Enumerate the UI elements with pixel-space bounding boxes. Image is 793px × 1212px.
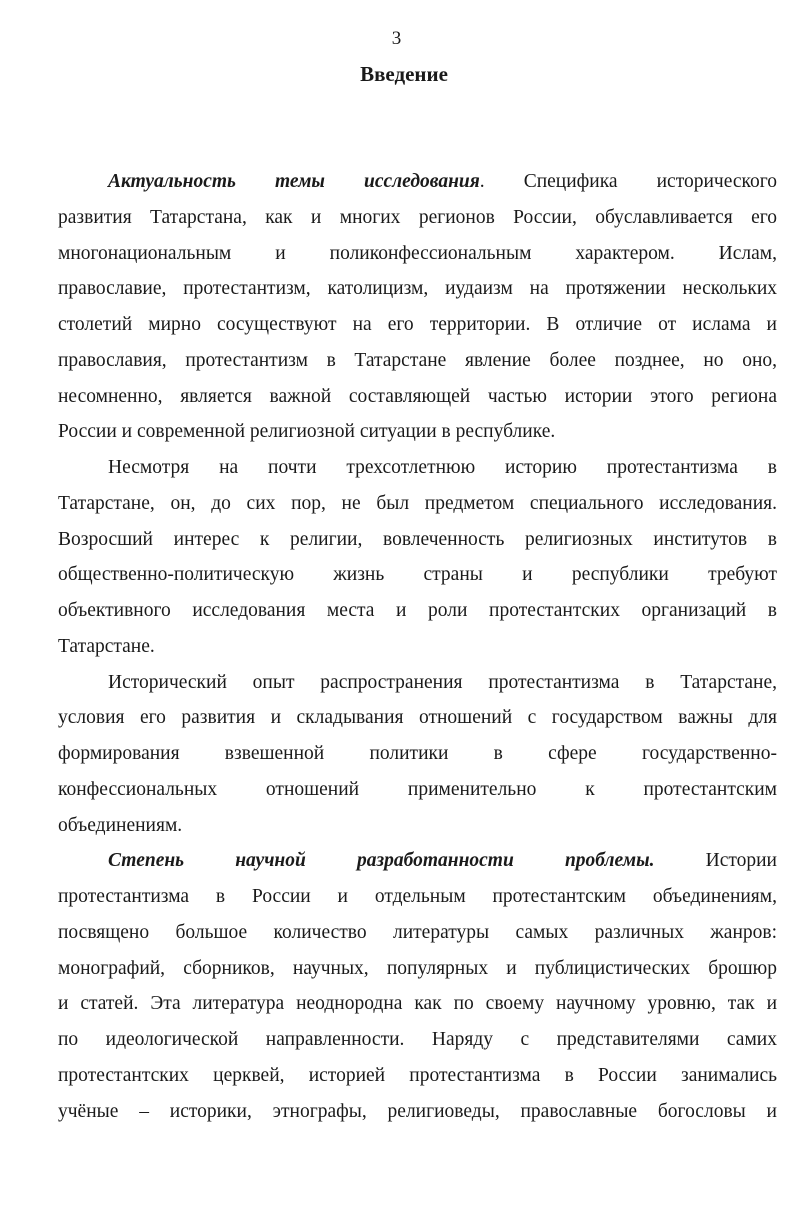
paragraph — [58, 669, 777, 848]
text-line — [58, 597, 777, 633]
paragraph — [58, 168, 777, 454]
text-run: монографий, сборников, научных, популярных и публицистических брошюр — [58, 957, 777, 979]
text-line — [58, 740, 777, 776]
text-run: многонациональным и поликонфессиональным характером. Ислам, — [58, 242, 777, 264]
text-run: православие, протестантизм, католицизм, иудаизм на протяжении нескольких — [58, 278, 777, 300]
text-line — [58, 347, 777, 383]
text-run: развития Татарстана, как и многих регионов России, обуславливается его — [58, 206, 777, 228]
text-run: общественно-политическую жизнь страны и республики требуют — [58, 564, 777, 586]
text-run: протестантских церквей, историей протестантизма в России занимались — [58, 1064, 777, 1086]
text-line — [58, 1098, 777, 1134]
text-run: условия его развития и складывания отношений с государством важны для — [58, 707, 777, 729]
text-run: Возросший интерес к религии, вовлеченность религиозных институтов в — [58, 528, 777, 550]
text-run: формирования взвешенной политики в сфере государственно- — [58, 743, 777, 764]
text-run: Татарстане, он, до сих пор, не был предметом специального исследования. — [58, 492, 777, 514]
text-line — [58, 883, 777, 919]
text-run: несомненно, является важной составляющей частью истории этого региона — [58, 385, 777, 407]
section-heading-inline: Степень научной разработанности проблемы. — [108, 850, 655, 872]
text-run: Истории — [654, 850, 777, 872]
text-line — [58, 776, 777, 812]
text-line — [58, 919, 777, 955]
text-run: посвящено большое количество литературы самых различных жанров: — [58, 921, 777, 943]
text-run: . Специфика исторического — [479, 171, 778, 192]
text-line — [58, 311, 777, 347]
paragraph — [58, 847, 777, 1133]
page-number: 3 — [391, 28, 402, 49]
text-line — [58, 275, 777, 311]
text-line — [58, 704, 777, 740]
text-run: конфессиональных отношений применительно к протестантским — [58, 778, 777, 800]
text-line — [58, 490, 777, 526]
text-line — [58, 204, 777, 240]
text-line — [58, 526, 777, 562]
text-run: протестантизма в России и отдельным протестантским объединениям, — [58, 886, 777, 907]
text-run: объединениям. — [58, 814, 183, 836]
text-run: по идеологической направленности. Наряду с представителями самих — [58, 1029, 777, 1050]
text-run: Несмотря на почти трехсотлетнюю историю протестантизма в — [108, 457, 777, 478]
text-line — [58, 669, 777, 705]
text-line — [58, 418, 777, 454]
text-line — [58, 383, 777, 419]
text-run: России и современной религиозной ситуации в республике. — [58, 421, 556, 443]
text-line — [58, 240, 777, 276]
document-body — [58, 168, 777, 1133]
text-line — [58, 561, 777, 597]
text-line — [58, 847, 777, 883]
text-run: учёные – историки, этнографы, религиоведы, православные богословы и — [58, 1100, 777, 1122]
text-line — [58, 1062, 777, 1098]
text-line — [58, 454, 777, 490]
text-line — [58, 990, 777, 1026]
text-line — [58, 168, 777, 204]
paragraph — [58, 454, 777, 669]
text-line — [58, 1026, 777, 1062]
section-heading-inline: Актуальность темы исследования — [108, 171, 480, 192]
text-run: Татарстане. — [58, 635, 155, 657]
text-run: объективного исследования места и роли протестантских организаций в — [58, 600, 777, 621]
text-line — [58, 812, 777, 848]
text-run: столетий мирно сосуществуют на его территории. В отличие от ислама и — [58, 314, 777, 335]
page-title: Введение — [360, 62, 448, 86]
text-run: православия, протестантизм в Татарстане явление более позднее, но оно, — [58, 349, 777, 371]
text-run: Исторический опыт распространения протестантизма в Татарстане, — [108, 671, 777, 693]
text-line — [58, 633, 777, 669]
text-run: и статей. Эта литература неоднородна как по своему научному уровню, так и — [58, 993, 777, 1015]
text-line — [58, 955, 777, 991]
